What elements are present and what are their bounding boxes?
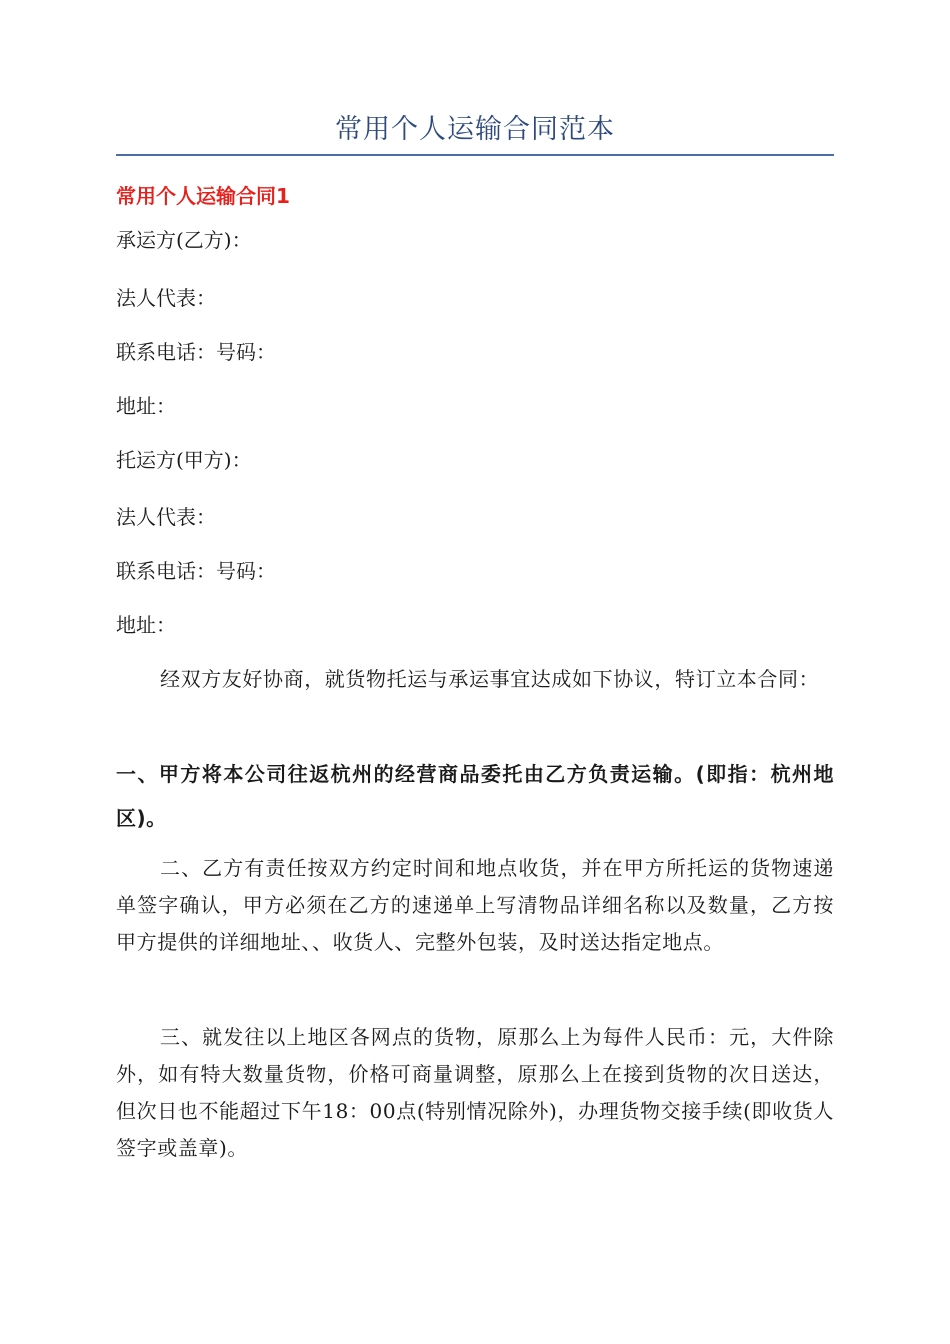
clause-1: 一、甲方将本公司往返杭州的经营商品委托由乙方负责运输。(即指：杭州地区)。: [116, 762, 834, 830]
field-carrier: 承运方(乙方)：: [116, 228, 252, 252]
document-title: 常用个人运输合同范本: [335, 114, 615, 145]
field-carrier-phone: 联系电话：号码：: [116, 340, 276, 364]
field-shipper-phone: 联系电话：号码：: [116, 559, 276, 583]
field-shipper: 托运方(甲方)：: [116, 448, 252, 472]
field-carrier-legal-rep: 法人代表：: [116, 286, 216, 310]
field-carrier-address: 地址：: [116, 394, 176, 418]
title-underline: [116, 154, 834, 156]
field-shipper-legal-rep: 法人代表：: [116, 505, 216, 529]
clause-3: 三、就发往以上地区各网点的货物，原那么上为每件人民币：元，大件除外，如有特大数量货物，价格可商量调整，原那么上在接到货物的次日送达，但次日也不能超过下午18：00点(特别情况除外)，办理货物交接手续(即收货人签字或盖章)。: [116, 1025, 834, 1160]
clause-2: 二、乙方有责任按双方约定时间和地点收货，并在甲方所托运的货物速递单签字确认，甲方必须在乙方的速递单上写清物品详细名称以及数量，乙方按甲方提供的详细地址、、收货人、完整外包装，及时送达指定地点。: [116, 856, 834, 954]
intro-paragraph: 经双方友好协商，就货物托运与承运事宜达成如下协议，特订立本合同：: [160, 667, 820, 691]
field-shipper-address: 地址：: [116, 613, 176, 637]
section-heading: 常用个人运输合同1: [116, 184, 290, 208]
